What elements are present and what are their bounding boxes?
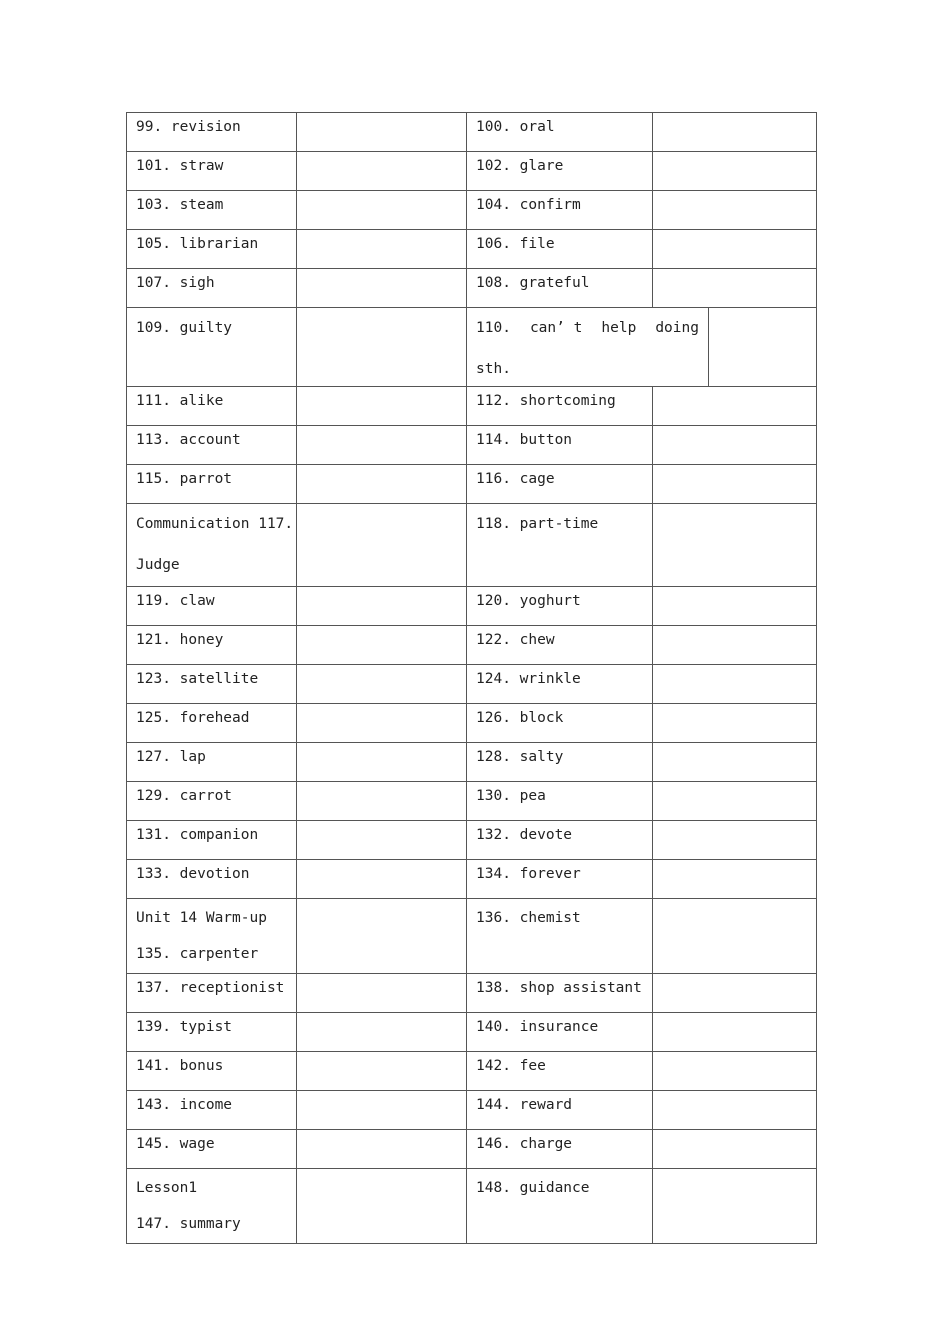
answer-cell[interactable] <box>297 269 467 308</box>
term-cell: 139. typist <box>127 1013 297 1052</box>
table-row <box>127 743 817 782</box>
term-cell: 130. pea <box>467 782 653 821</box>
term-cell: 116. cage <box>467 465 653 504</box>
answer-cell[interactable] <box>297 426 467 465</box>
term-cell: 144. reward <box>467 1091 653 1130</box>
term-cell: 148. guidance <box>467 1169 653 1244</box>
term-cell: 127. lap <box>127 743 297 782</box>
term-cell: 124. wrinkle <box>467 665 653 704</box>
answer-cell[interactable] <box>653 974 817 1013</box>
answer-cell[interactable] <box>653 704 817 743</box>
term-cell: 122. chew <box>467 626 653 665</box>
answer-cell[interactable] <box>653 504 817 587</box>
term-cell: 101. straw <box>127 152 297 191</box>
answer-cell[interactable] <box>297 465 467 504</box>
answer-cell[interactable] <box>297 704 467 743</box>
table-row <box>127 974 817 1013</box>
table-row <box>127 626 817 665</box>
term-cell: 126. block <box>467 704 653 743</box>
answer-cell[interactable] <box>297 821 467 860</box>
table-row <box>127 465 817 504</box>
term-cell: 106. file <box>467 230 653 269</box>
answer-cell[interactable] <box>297 230 467 269</box>
table-row <box>127 821 817 860</box>
answer-cell[interactable] <box>297 1052 467 1091</box>
term-cell: 146. charge <box>467 1130 653 1169</box>
term-cell: 137. receptionist <box>127 974 297 1013</box>
term-cell: 107. sigh <box>127 269 297 308</box>
table-row <box>127 113 817 152</box>
answer-cell[interactable] <box>653 387 817 426</box>
term-cell: 131. companion <box>127 821 297 860</box>
answer-cell[interactable] <box>653 743 817 782</box>
answer-cell[interactable] <box>297 1130 467 1169</box>
term-cell: 123. satellite <box>127 665 297 704</box>
term-cell: 132. devote <box>467 821 653 860</box>
term-cell: 125. forehead <box>127 704 297 743</box>
answer-cell[interactable] <box>653 665 817 704</box>
answer-cell[interactable] <box>297 1169 467 1244</box>
term-cell: 138. shop assistant <box>467 974 653 1013</box>
answer-cell[interactable] <box>653 821 817 860</box>
term-cell: 141. bonus <box>127 1052 297 1091</box>
section-heading: Communication 117. <box>136 516 294 532</box>
term-cell: 133. devotion <box>127 860 297 899</box>
table-row <box>127 387 817 426</box>
term-text: Judge <box>136 557 180 573</box>
term-110-wrap <box>467 308 709 386</box>
table-row <box>127 230 817 269</box>
term-cell: 129. carrot <box>127 782 297 821</box>
term-110-line1: 110. can’ t help doing <box>476 320 699 336</box>
answer-cell[interactable] <box>297 860 467 899</box>
answer-cell[interactable] <box>297 743 467 782</box>
table-row <box>127 860 817 899</box>
vocabulary-table <box>126 112 817 1244</box>
term-cell <box>127 1169 297 1244</box>
table-row <box>127 152 817 191</box>
answer-cell[interactable] <box>297 308 467 387</box>
answer-cell[interactable] <box>297 587 467 626</box>
answer-cell[interactable] <box>297 1091 467 1130</box>
answer-cell[interactable] <box>653 1130 817 1169</box>
term-cell: 118. part-time <box>467 504 653 587</box>
term-cell: 99. revision <box>127 113 297 152</box>
term-cell: 142. fee <box>467 1052 653 1091</box>
answer-cell[interactable] <box>653 782 817 821</box>
answer-cell[interactable] <box>297 782 467 821</box>
answer-cell[interactable] <box>297 974 467 1013</box>
table-row <box>127 587 817 626</box>
answer-cell[interactable] <box>297 899 467 974</box>
answer-cell[interactable] <box>297 113 467 152</box>
term-cell: 109. guilty <box>127 308 297 387</box>
term-text: 135. carpenter <box>136 946 259 962</box>
section-heading: Unit 14 Warm-up <box>136 910 267 926</box>
table-row <box>127 426 817 465</box>
term-cell: 119. claw <box>127 587 297 626</box>
merged-term-cell <box>467 308 817 387</box>
answer-cell[interactable] <box>297 665 467 704</box>
term-cell <box>127 504 297 587</box>
answer-cell[interactable] <box>653 1091 817 1130</box>
term-cell: 134. forever <box>467 860 653 899</box>
answer-cell[interactable] <box>297 504 467 587</box>
term-cell: 114. button <box>467 426 653 465</box>
answer-cell[interactable] <box>653 1052 817 1091</box>
section-heading: Lesson1 <box>136 1180 198 1196</box>
term-cell: 103. steam <box>127 191 297 230</box>
answer-cell[interactable] <box>710 308 816 386</box>
table-row <box>127 1013 817 1052</box>
term-cell: 113. account <box>127 426 297 465</box>
table-row <box>127 1169 817 1244</box>
answer-cell[interactable] <box>653 626 817 665</box>
table-row <box>127 504 817 587</box>
term-cell: 105. librarian <box>127 230 297 269</box>
term-cell: 104. confirm <box>467 191 653 230</box>
term-cell: 143. income <box>127 1091 297 1130</box>
term-110-line2: sth. <box>476 361 511 377</box>
term-cell: 140. insurance <box>467 1013 653 1052</box>
table-row <box>127 782 817 821</box>
answer-cell[interactable] <box>653 587 817 626</box>
answer-cell[interactable] <box>653 230 817 269</box>
answer-cell[interactable] <box>653 1013 817 1052</box>
term-cell: 121. honey <box>127 626 297 665</box>
answer-cell[interactable] <box>653 465 817 504</box>
table-row <box>127 704 817 743</box>
answer-cell[interactable] <box>653 426 817 465</box>
term-cell: 112. shortcoming <box>467 387 653 426</box>
term-text: 147. summary <box>136 1216 241 1232</box>
answer-cell[interactable] <box>297 152 467 191</box>
table-row <box>127 269 817 308</box>
table-row <box>127 1052 817 1091</box>
term-cell: 120. yoghurt <box>467 587 653 626</box>
answer-cell[interactable] <box>653 899 817 974</box>
answer-cell[interactable] <box>653 191 817 230</box>
term-cell: 108. grateful <box>467 269 653 308</box>
term-cell: 136. chemist <box>467 899 653 974</box>
answer-cell[interactable] <box>297 626 467 665</box>
term-cell <box>127 899 297 974</box>
term-cell: 100. oral <box>467 113 653 152</box>
term-cell: 102. glare <box>467 152 653 191</box>
answer-cell[interactable] <box>297 387 467 426</box>
table-row <box>127 899 817 974</box>
table-row <box>127 665 817 704</box>
answer-cell[interactable] <box>653 152 817 191</box>
answer-cell[interactable] <box>653 1169 817 1244</box>
term-cell: 145. wage <box>127 1130 297 1169</box>
answer-cell[interactable] <box>297 1013 467 1052</box>
term-cell: 128. salty <box>467 743 653 782</box>
term-cell: 111. alike <box>127 387 297 426</box>
term-cell: 115. parrot <box>127 465 297 504</box>
answer-cell[interactable] <box>297 191 467 230</box>
table-row <box>127 191 817 230</box>
answer-cell[interactable] <box>653 860 817 899</box>
table-row <box>127 308 817 387</box>
answer-cell[interactable] <box>653 269 817 308</box>
table-row <box>127 1091 817 1130</box>
answer-cell[interactable] <box>653 113 817 152</box>
table-row <box>127 1130 817 1169</box>
